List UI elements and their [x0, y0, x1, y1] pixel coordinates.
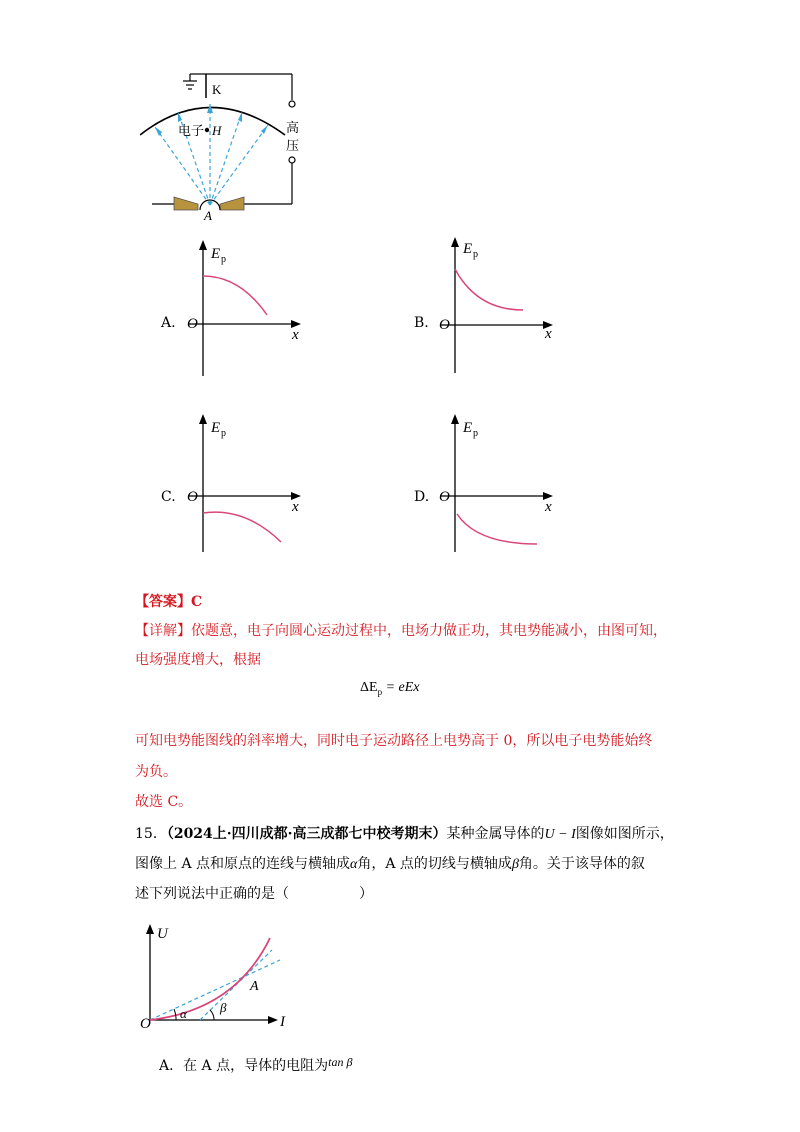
- axis-y-subscript: p: [473, 428, 478, 439]
- detail-line-5: 故选 C。: [135, 794, 193, 810]
- voltage-label-top: 高: [286, 120, 300, 135]
- axis-u-label: U: [157, 926, 168, 942]
- axis-y-subscript: p: [473, 249, 478, 260]
- axis-x-label: x: [292, 499, 299, 515]
- option-a-label[interactable]: A.: [161, 315, 176, 331]
- option-b-label[interactable]: B.: [414, 315, 429, 331]
- axis-x-label: x: [545, 499, 552, 515]
- beta-label: β: [220, 1000, 227, 1015]
- option-c-label[interactable]: C.: [161, 489, 176, 505]
- graph-option-d: [437, 412, 562, 554]
- q15-option-a[interactable]: [159, 1052, 352, 1076]
- question-text-2b: 角，A 点的切线与横轴成: [357, 856, 512, 872]
- origin-label: O: [439, 489, 450, 505]
- question-text-2c: 角。关于该导体的叙: [518, 856, 645, 872]
- point-a-label: A: [204, 208, 212, 223]
- detail-line-1: 【详解】依题意，电子向圆心运动过程中，电场力做正功，其电势能减小，由图可知，: [135, 623, 667, 639]
- axis-y-label: E: [463, 420, 473, 436]
- answer-line: 【答案】C: [135, 594, 203, 610]
- origin-label: O: [187, 316, 198, 332]
- axis-y-label: E: [463, 241, 473, 257]
- axis-y-subscript: p: [221, 254, 226, 265]
- alpha-label: α: [180, 1006, 187, 1021]
- axis-y-label: E: [211, 246, 221, 262]
- formula-lhs: ΔE: [360, 680, 378, 695]
- option-d-label[interactable]: D.: [414, 489, 430, 505]
- axis-x-label: x: [545, 326, 552, 342]
- electron-circuit-diagram: [140, 60, 320, 225]
- axis-i-label: I: [280, 1014, 285, 1030]
- point-a-label: A: [250, 979, 259, 994]
- detail-line-4: 为负。: [135, 764, 177, 780]
- voltage-label-bottom: 压: [286, 138, 300, 153]
- q15-option-a-math: tan β: [328, 1055, 353, 1069]
- question-15-line-2: [135, 854, 645, 875]
- detail-line-3: 可知电势能图线的斜率增大，同时电子运动路径上电势高于 0，所以电子电势能始终: [135, 733, 653, 749]
- graph-option-a: [185, 238, 310, 378]
- q15-option-a-text: A．在 A 点，导体的电阻为: [159, 1058, 329, 1074]
- question-15-line-3: 述下列说法中正确的是（ ）: [135, 886, 373, 902]
- electron-label: 电子: [178, 123, 205, 138]
- point-h-label: H: [212, 123, 222, 138]
- question-math-ui: U − I: [544, 827, 576, 842]
- question-beta: β: [511, 857, 519, 872]
- origin-label: O: [140, 1016, 151, 1032]
- formula: [360, 680, 420, 697]
- graph-option-b: [437, 235, 562, 375]
- ui-graph: [140, 920, 300, 1040]
- formula-subscript: p: [377, 686, 383, 697]
- question-text-1a: 某种金属导体的: [446, 826, 545, 842]
- switch-label: K: [212, 82, 222, 97]
- question-text-1b: 图像如图所示，: [575, 826, 674, 842]
- formula-rhs: = eEx: [382, 680, 420, 695]
- origin-label: O: [439, 317, 450, 333]
- question-text-2a: 图像上 A 点和原点的连线与横轴成: [135, 856, 351, 872]
- question-alpha: α: [350, 857, 358, 872]
- graph-option-c: [185, 412, 310, 554]
- question-15-line-1: [135, 824, 674, 845]
- origin-label: O: [187, 489, 198, 505]
- question-source: （2024上·四川成都·高三成都七中校考期末）: [166, 826, 447, 842]
- axis-y-subscript: p: [221, 428, 226, 439]
- question-number: 15．: [135, 826, 167, 842]
- axis-y-label: E: [211, 420, 221, 436]
- detail-line-2: 电场强度增大，根据: [135, 652, 261, 668]
- axis-x-label: x: [292, 327, 299, 343]
